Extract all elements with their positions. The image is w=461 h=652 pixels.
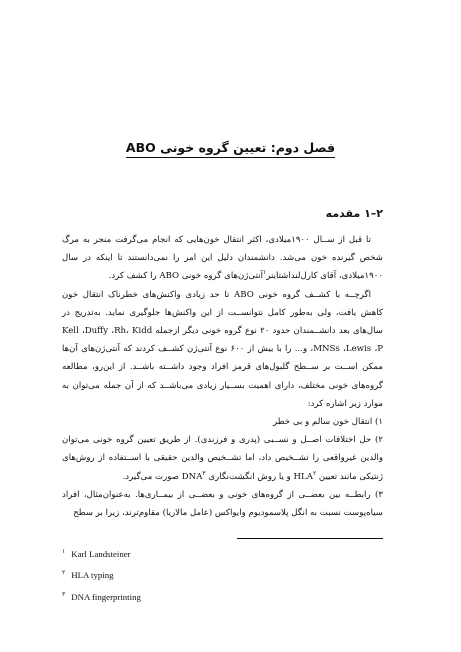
list-item-1: ۱) انتقال خون سالم و بی خطر — [273, 417, 383, 428]
footnote-1: $^۱$ Karl Landsteiner — [62, 548, 131, 559]
footnotes — [62, 543, 141, 607]
chapter-title-text: فصل دوم: تعیین گروه خونی ABO — [126, 140, 335, 158]
paragraph-intro: تا قبل از ســال ۱۹۰۰میلادی، اکثر انتقال خون‌هایی که انجام می‌گرفت منجر به مرگ شخص گیرنده خون می‌شد. دانشمندان دلیل این امر را نمی‌دانستند تا اینکه در سال ۱۹۰۰میلادی، آقای کارل‌لنداشتاینر$^۱$آنتی‌ژن‌های گروه خونی ABO را کشف کرد. — [62, 235, 383, 282]
footnote-3: $^۳$ DNA fingerprinting — [62, 591, 141, 602]
paragraph-blood-groups: اگرچــه با کشــف گروه خونی ABO تا حد زیادی واکنش‌های خطرناک انتقال خون کاهش یافت، ولی به‌طور کامل نتوانســت از این واکنش‌ها جلوگیری نماید. به‌تدریج در سال‌های بعد دانشــمندان حدود ۲۰ نوع گروه خونی دیگر ازجمله Kell ،Duffy ،Rh، Kidd ،MNSs ،Lewis ،P و... را با بیش از ۶۰۰ نوع آنتی‌ژن کشــف کردند که آنتی‌ژن‌های آن‌ها ممکن اســت بر ســطح گلبول‌های قرمز افراد وجود داشــته باشــد. از این‌رو، مطالعه گروه‌های خونی مختلف، دارای اهمیت بســیار زیادی می‌باشــد که از آن جمله می‌توان به موارد زیر اشاره کرد: — [62, 289, 383, 409]
footnote-ref-2: ۲ — [312, 469, 317, 477]
section-heading: ۲–۱ مقدمه — [325, 207, 383, 220]
body-text — [62, 231, 383, 522]
chapter-title — [0, 140, 461, 158]
list-item-3: ۳) رابطــه بین بعضــی از گروه‌های خونی و بعضــی از بیمــاری‌ها. به‌عنوان‌مثال، افراد سیاه‌پوست نسبت به انگل پلاسمودیوم وایواکس (عامل مالاریا) مقاوم‌ترند، زیرا بر سطح — [62, 489, 383, 519]
footnote-divider — [237, 538, 383, 539]
list-item-2: ۲) حل اختلافات اصــل و نســبی (پدری و فرزندی). از طریق تعیین گروه خونی می‌توان والدین غیرواقعی را تشــخیص داد، اما تشــخیص والدین حقیقی با اســتفاده از روش‌های ژنتیکی مانند تعیین HLA$^۲$ و یا روش انگشت‌نگاری DNA$^۳$ صورت می‌گیرد. — [62, 435, 383, 482]
footnote-ref-3: ۳ — [202, 469, 206, 477]
footnote-2: $^۲$ HLA typing — [62, 570, 114, 581]
footnote-ref-1: ۱ — [262, 269, 267, 277]
